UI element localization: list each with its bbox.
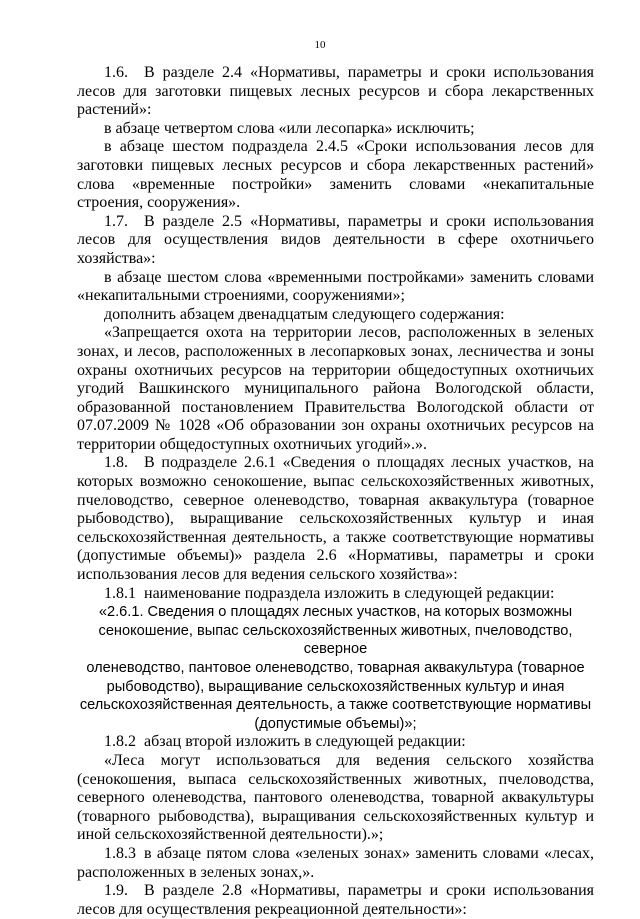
centered-line: «2.6.1. Сведения о площадях лесных участков, на которых возможны [98,604,573,621]
paragraph-text: В разделе 2.8 «Нормативы, параметры и сроки использования лесов для осуществления рекреационной деятельности»: [77,882,594,918]
item-number-1-9: 1.9. [104,882,128,900]
paragraph-1-8-2 [77,733,594,752]
paragraph-1-7-a: в абзаце шестом слова «временными постройками» заменить словами «некапитальными строениями, сооружениями»; [77,268,594,305]
paragraph-1-8-1 [77,585,594,604]
paragraph-text: В разделе 2.5 «Нормативы, параметры и сроки использования лесов для осуществления видов деятельности в сфере охотничьего хозяйства»: [77,212,594,267]
paragraph-1-6-a: в абзаце четвертом слова «или лесопарка» исключить; [104,119,475,137]
paragraph-1-8 [77,454,594,584]
paragraph-text: в абзаце пятом слова «зеленых зонах» заменить словами «лесах, расположенных в зеленых зонах,». [77,844,594,881]
centered-line: рыбоводство), выращивание сельскохозяйственных культур и иная [106,678,565,695]
centered-line: сельскохозяйственная деятельность, а также соответствующие нормативы [79,697,592,714]
item-number-1-6: 1.6. [104,64,128,81]
paragraph-1-8-3 [77,845,594,882]
centered-line: сенокошение, выпас сельскохозяйственных животных, пчеловодство, северное [98,622,573,658]
paragraph-text: В подразделе 2.6.1 «Сведения о площадях лесных участков, на которых возможно сенокошение, выпас сельскохозяйственных животных, пчеловодство, северное оленеводство, товарная аквакультура (товарное рыбоводство), выращивание сельскохозяйственных культур и иная сельскохозяйственная деятельность, а также соответствующие нормативы (допустимые объемы)» раздела 2.6 «Нормативы, параметры и сроки использования лесов для ведения сельского хозяйства»: [77,454,594,584]
paragraph-1-9 [77,882,594,919]
item-number-1-8-2: 1.8.2 [104,733,136,751]
centered-line: (допустимые объемы)»; [254,715,417,732]
quote-1-8-2: «Леса могут использоваться для ведения сельского хозяйства (сенокошения, выпаса сельскохозяйственных животных, пчеловодства, северного оленеводства, пантового оленеводства, товарной аквакультуры (товарного рыбоводства), выращивания сельскохозяйственных культур и иной сельскохозяйственной деятельности).»; [77,751,594,844]
quote-1-7: «Запрещается охота на территории лесов, расположенных в зеленых зонах, и лесов, расположенных в лесопарковых зонах, лесничества и зоны охраны охотничьих ресурсов на территории общедоступных охотничьих угодий Вашкинского муниципального района Вологодской области, образованной постановлением Правительства Вологодской области от 07.07.2009 № 1028 «Об образовании зон охраны охотничьих ресурсов на территории общедоступных охотничьих угодий».». [77,324,594,453]
paragraph-1-7-b: дополнить абзацем двенадцатым следующего содержания: [104,305,505,323]
item-number-1-8-1: 1.8.1 [104,584,136,602]
paragraph-text: В разделе 2.4 «Нормативы, параметры и сроки использования лесов для заготовки пищевых лесных ресурсов и сбора лекарственных растений»: [77,64,594,119]
paragraph-1-7 [77,213,594,269]
paragraph-1-6-b: в абзаце шестом подраздела 2.4.5 «Сроки использования лесов для заготовки пищевых лесных ресурсов и сбора лекарственных растений» слова «временные постройки» заменить словами «некапитальные строения, сооружения». [77,138,594,212]
centered-line: оленеводство, пантовое оленеводство, товарная аквакультура (товарное [86,660,585,676]
item-number-1-8-3: 1.8.3 [104,844,136,862]
paragraph-text: абзац второй изложить в следующей редакции: [144,733,466,751]
document-body [77,64,594,919]
paragraph-1-6 [77,64,594,120]
paragraph-text: наименование подраздела изложить в следующей редакции: [144,584,555,602]
page-number: 10 [314,39,326,51]
item-number-1-7: 1.7. [104,212,128,230]
item-number-1-8: 1.8. [104,454,128,472]
